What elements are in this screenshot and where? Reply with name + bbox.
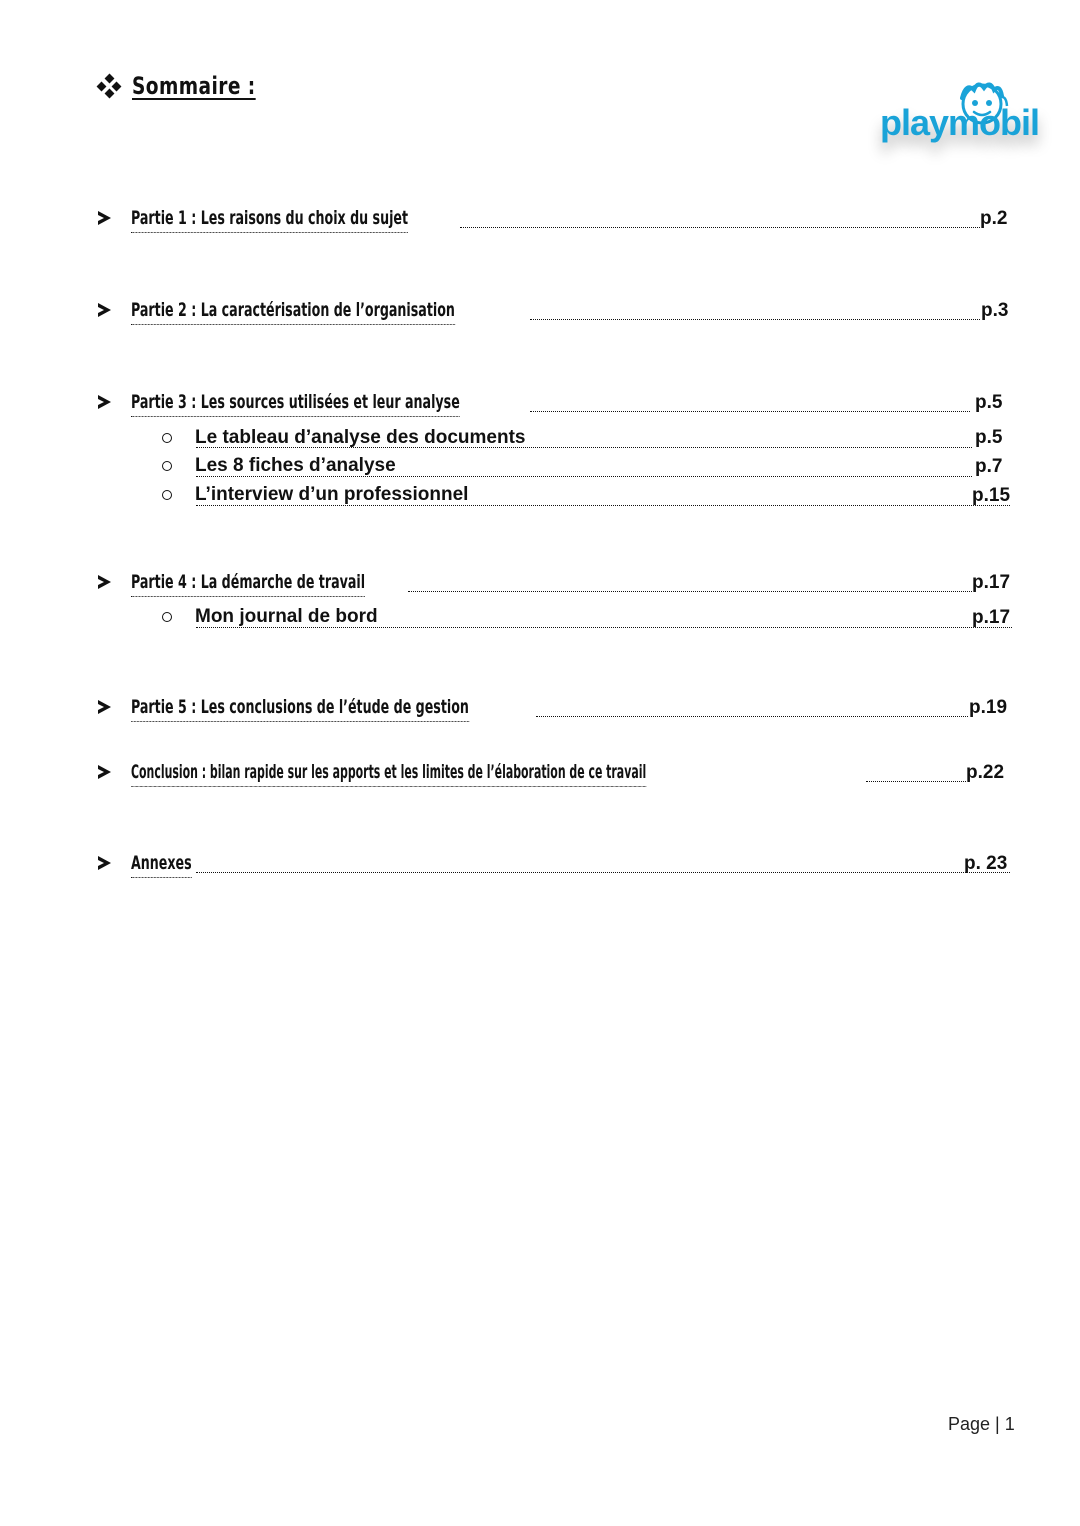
toc-entry-label: Partie 2 : La caractérisation de l’organisation [131,298,455,325]
toc-page-number: p.2 [980,208,1008,229]
page-title: Sommaire : [132,72,256,100]
toc-page-number: p. 23 [964,853,1008,874]
circle-bullet-icon [162,490,172,500]
toc-entry-annexes[interactable] [98,848,213,878]
toc-entry-conclusion[interactable] [98,757,936,787]
dotted-leader [196,505,1010,506]
toc-subentry-label: L’interview d’un professionnel [195,484,469,505]
dotted-leader [196,476,972,477]
title-row [98,66,276,106]
toc-page-number: p.3 [981,300,1009,321]
toc-page-number: p.22 [966,762,1005,783]
toc-entry-partie-5[interactable] [98,692,588,722]
circle-bullet-icon [162,612,172,622]
arrow-bullet-icon [98,395,111,409]
dotted-leader [536,716,968,717]
toc-entry-label: Partie 4 : La démarche de travail [131,570,365,597]
toc-entry-partie-4[interactable] [98,567,447,597]
circle-bullet-icon [162,433,172,443]
arrow-bullet-icon [98,856,111,870]
toc-entry-partie-1[interactable] [98,203,505,233]
logo-text: playmobil [880,102,1040,143]
arrow-bullet-icon [98,575,111,589]
circle-bullet-icon [162,461,172,471]
toc-entry-label: Annexes [131,851,192,878]
arrow-bullet-icon [98,700,111,714]
toc-subentry-label: Mon journal de bord [195,606,378,627]
dotted-leader [866,781,966,782]
toc-page-number: p.19 [969,697,1008,718]
toc-subentry-label: Les 8 fiches d’analyse [195,455,396,476]
toc-page-number: p.5 [975,427,1003,448]
dotted-leader [408,591,972,592]
arrow-bullet-icon [98,303,111,317]
dotted-leader [196,447,972,448]
toc-entry-label: Partie 5 : Les conclusions de l’étude de gestion [131,695,469,722]
arrow-bullet-icon [98,765,111,779]
toc-page-number: p.5 [975,392,1003,413]
dotted-leader [196,872,1010,873]
page-footer: Page | 1 [948,1414,1015,1434]
toc-entry-label: Conclusion : bilan rapide sur les apports et les limites de l’élaboration de ce travail [131,760,646,787]
toc-page-number: p.17 [972,572,1011,593]
toc-page-number: p.17 [972,607,1011,628]
toc-page-number: p.15 [972,485,1011,506]
toc-entry-label: Partie 3 : Les sources utilisées et leur analyse [131,390,460,417]
dotted-leader [530,319,980,320]
toc-entry-partie-3[interactable] [98,387,575,417]
toc-subentry-label: Le tableau d’analyse des documents [195,427,526,448]
toc-entry-partie-2[interactable] [98,295,569,325]
playmobil-logo [872,76,1050,176]
toc-entry-label: Partie 1 : Les raisons du choix du sujet [131,206,408,233]
arrow-bullet-icon [98,211,111,225]
dotted-leader [460,227,980,228]
four-diamond-bullet-icon [98,75,120,97]
toc-page-number: p.7 [975,456,1003,477]
dotted-leader [196,627,1012,628]
dotted-leader [530,411,970,412]
